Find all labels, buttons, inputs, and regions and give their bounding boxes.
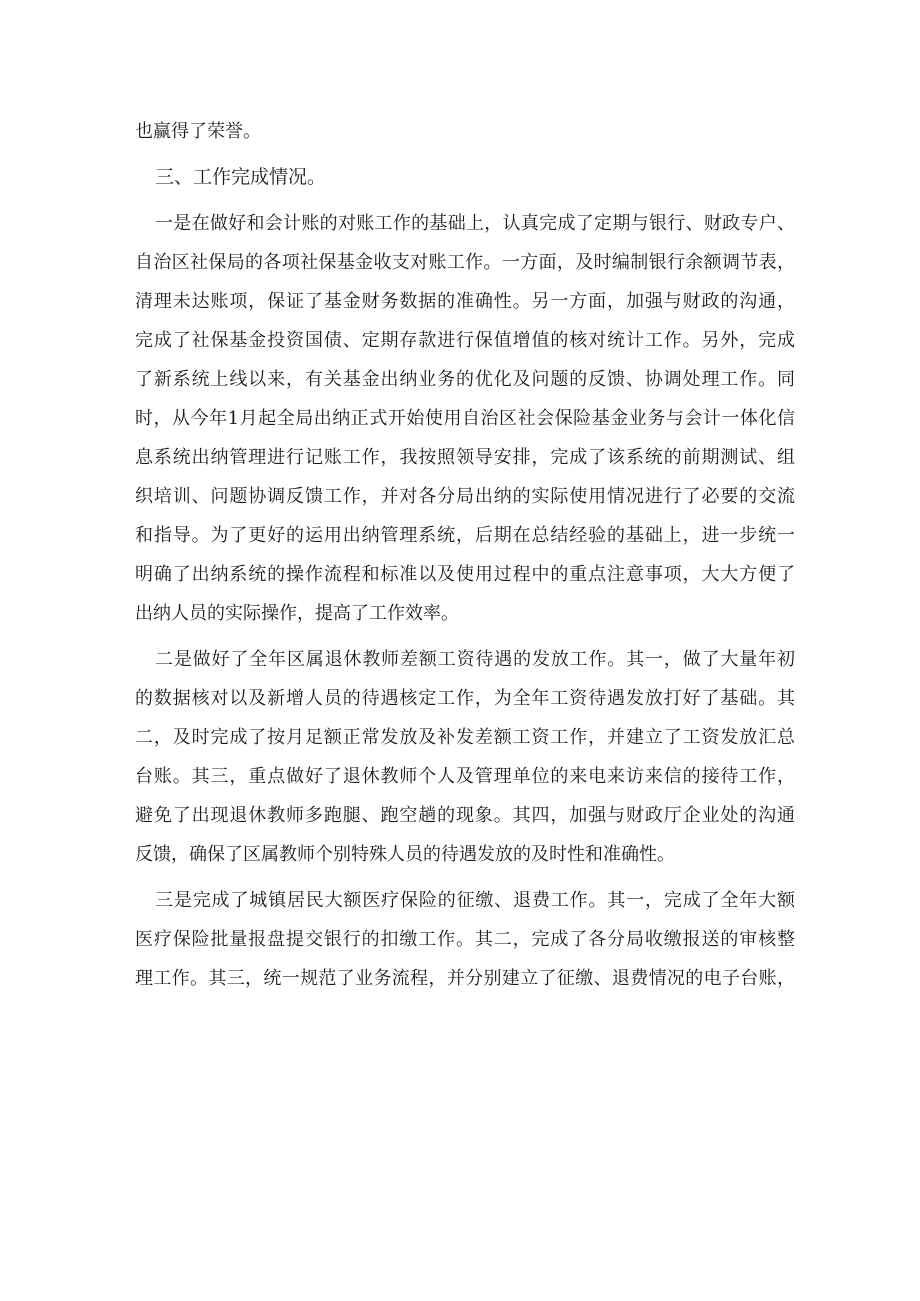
text-line: 完成了社保基金投资国债、定期存款进行保值增值的核对统计工作。另外，完成 [135, 330, 795, 351]
text-line: 和指导。为了更好的运用出纳管理系统，后期在总结经验的基础上，进一步统一 [135, 525, 795, 546]
text-line: 三是完成了城镇居民大额医疗保险的征缴、退费工作。其一，完成了全年大额 [155, 890, 795, 911]
paragraph-reconciliation [135, 204, 795, 633]
paragraph-medical-insurance [135, 881, 795, 998]
document-body [135, 112, 795, 998]
paragraph-retired-teachers [135, 640, 795, 874]
text-line: 二是做好了全年区属退休教师差额工资待遇的发放工作。其一，做了大量年初 [155, 649, 795, 670]
text-line: 台账。其三，重点做好了退休教师个人及管理单位的来电来访来信的接待工作， [135, 766, 795, 787]
text-line: 了新系统上线以来，有关基金出纳业务的优化及问题的反馈、协调处理工作。同 [135, 369, 795, 390]
text-line: 一是在做好和会计账的对账工作的基础上，认真完成了定期与银行、财政专户、 [155, 213, 795, 234]
text-line: 理工作。其三，统一规范了业务流程，并分别建立了征缴、退费情况的电子台账， [135, 968, 795, 989]
text-line: 避免了出现退休教师多跑腿、跑空趟的现象。其四，加强与财政厅企业处的沟通 [135, 805, 795, 826]
paragraph-continuation [135, 112, 795, 151]
text-line: 医疗保险批量报盘提交银行的扣缴工作。其二，完成了各分局收缴报送的审核整 [135, 929, 795, 950]
heading-text: 三、工作完成情况。 [155, 166, 327, 188]
text-line: 二，及时完成了按月足额正常发放及补发差额工资工作，并建立了工资发放汇总 [135, 727, 795, 748]
text-line: 自治区社保局的各项社保基金收支对账工作。一方面，及时编制银行余额调节表， [135, 252, 795, 273]
text-line: 清理未达账项，保证了基金财务数据的准确性。另一方面，加强与财政的沟通， [135, 291, 795, 312]
text-line: 反馈，确保了区属教师个别特殊人员的待遇发放的及时性和准确性。 [135, 844, 675, 865]
section-heading [135, 158, 795, 197]
text-line: 时，从今年1月起全局出纳正式开始使用自治区社会保险基金业务与会计一体化信 [135, 408, 795, 429]
text-line: 织培训、问题协调反馈工作，并对各分局出纳的实际使用情况进行了必要的交流 [135, 486, 795, 507]
text-line: 息系统出纳管理进行记账工作，我按照领导安排，完成了该系统的前期测试、组 [135, 447, 795, 468]
text-line: 也赢得了荣誉。 [135, 121, 261, 142]
text-line: 的数据核对以及新增人员的待遇核定工作，为全年工资待遇发放打好了基础。其 [135, 688, 795, 709]
text-line: 出纳人员的实际操作，提高了工作效率。 [135, 603, 459, 624]
text-line: 明确了出纳系统的操作流程和标准以及使用过程中的重点注意事项，大大方便了 [135, 564, 795, 585]
